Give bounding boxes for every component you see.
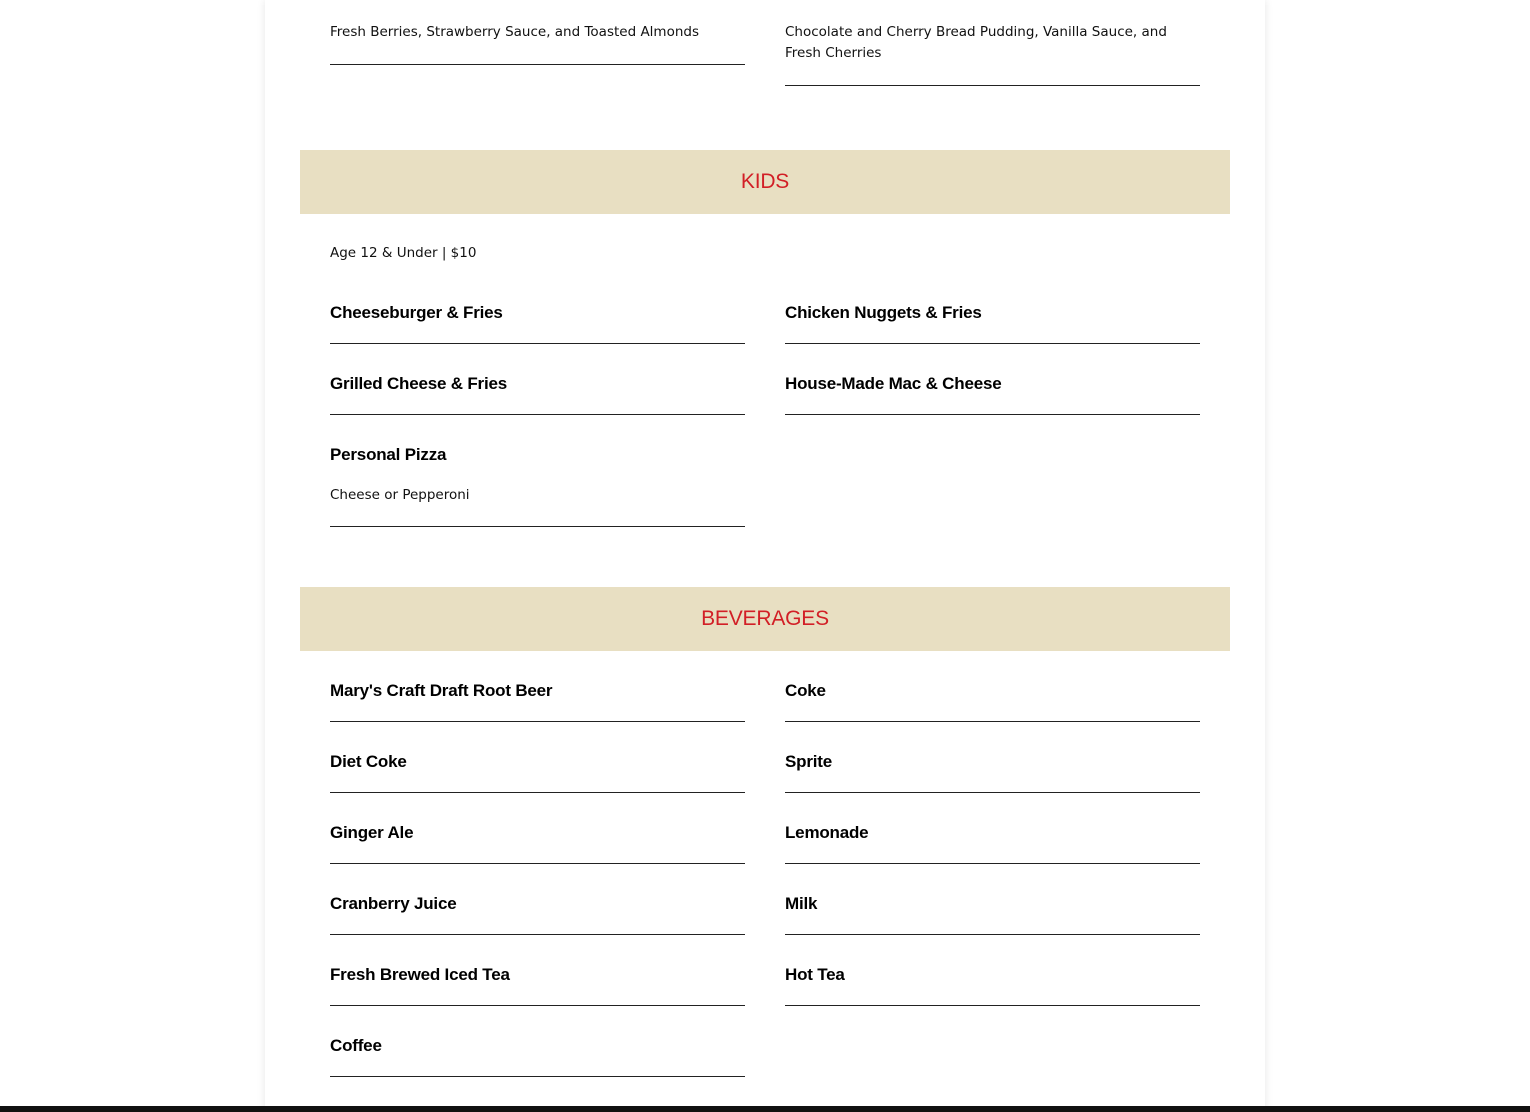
menu-item-name: Milk: [785, 894, 818, 913]
menu-item-name: Hot Tea: [785, 965, 845, 984]
menu-item-name: Sprite: [785, 752, 832, 771]
menu-item-name: Grilled Cheese & Fries: [330, 374, 508, 393]
menu-item: [785, 752, 1200, 793]
section-banner-kids: [300, 150, 1230, 214]
menu-item: [785, 894, 1200, 935]
menu-item-name: Ginger Ale: [330, 823, 414, 842]
menu-item: [330, 374, 745, 415]
dessert-item-description: Fresh Berries, Strawberry Sauce, and Toasted Almonds: [330, 24, 700, 40]
menu-item: [785, 374, 1200, 415]
menu-item-description: Cheese or Pepperoni: [330, 487, 470, 503]
menu-item-name: Lemonade: [785, 823, 869, 842]
menu-item: [330, 303, 745, 344]
menu-item: [785, 303, 1200, 344]
section-banner-beverages: [300, 587, 1230, 651]
menu-item-name: Mary's Craft Draft Root Beer: [330, 681, 553, 700]
menu-item-name: Personal Pizza: [330, 445, 447, 464]
menu-item-name: House-Made Mac & Cheese: [785, 374, 1002, 393]
menu-item: [330, 681, 745, 722]
menu-item: [330, 445, 745, 527]
menu-item: [330, 823, 745, 864]
menu-item-name: Diet Coke: [330, 752, 407, 771]
menu-item: [785, 681, 1200, 722]
menu-item-name: Fresh Brewed Iced Tea: [330, 965, 510, 984]
dessert-item-right: [785, 0, 1200, 86]
section-title: BEVERAGES: [701, 607, 829, 630]
dessert-item-left: [330, 0, 745, 65]
menu-item-name: Coffee: [330, 1036, 382, 1055]
footer-bar-edge: [0, 1106, 1530, 1112]
menu-item: [330, 752, 745, 793]
menu-item-name: Chicken Nuggets & Fries: [785, 303, 982, 322]
dessert-item-description: Chocolate and Cherry Bread Pudding, Vanilla Sauce, and Fresh Cherries: [785, 24, 1167, 61]
menu-item-name: Coke: [785, 681, 826, 700]
section-note: Age 12 & Under | $10: [330, 245, 477, 261]
section-title: KIDS: [740, 170, 790, 193]
menu-item-name: Cheeseburger & Fries: [330, 303, 503, 322]
menu-item-name: Cranberry Juice: [330, 894, 457, 913]
menu-item: [785, 823, 1200, 864]
menu-item: [330, 894, 745, 935]
menu-item: [785, 965, 1200, 1006]
menu-item: [330, 1036, 745, 1077]
menu-item: [330, 965, 745, 1006]
